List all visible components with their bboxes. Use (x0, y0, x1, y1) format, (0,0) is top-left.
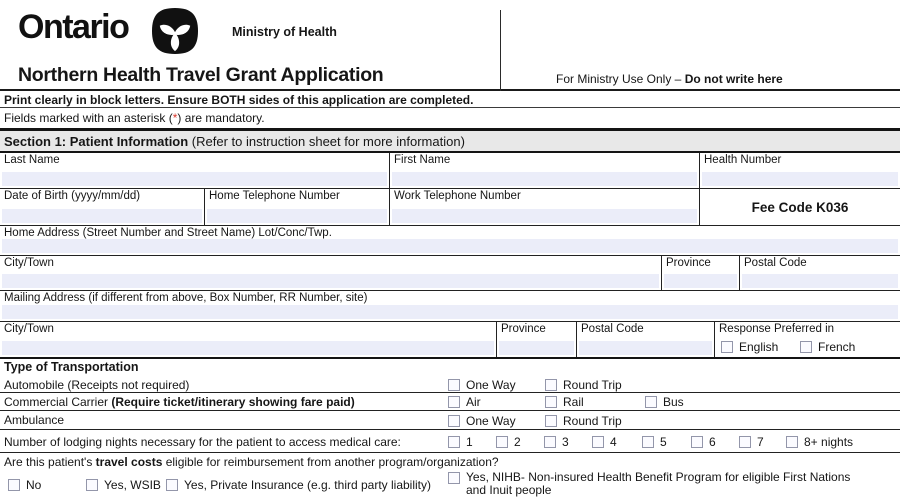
nights-4-checkbox-icon[interactable] (592, 436, 604, 448)
checkbox-yes-wsib[interactable] (86, 478, 161, 492)
dob-input[interactable] (2, 209, 202, 223)
nights-7-checkbox-icon[interactable] (739, 436, 751, 448)
checkbox-ambulance-one-way[interactable] (448, 414, 516, 428)
checkbox-nights-1[interactable] (448, 435, 473, 449)
checkbox-yes-private-insurance[interactable] (166, 478, 431, 492)
french-label: French (818, 340, 856, 354)
wsib-checkbox-icon[interactable] (86, 479, 98, 491)
form-title: Northern Health Travel Grant Application (18, 64, 384, 86)
checkbox-rail[interactable] (545, 395, 584, 409)
nights-1-checkbox-icon[interactable] (448, 436, 460, 448)
work-phone-field (390, 189, 700, 225)
home-address-field (0, 226, 900, 255)
nights-3-label: 3 (562, 435, 569, 449)
ontario-wordmark: Ontario (18, 8, 129, 46)
ministry-use-text: For Ministry Use Only – (556, 72, 685, 86)
nights-2-label: 2 (514, 435, 521, 449)
commercial-label-text: Commercial Carrier (4, 395, 112, 409)
ministry-name: Ministry of Health (232, 25, 337, 39)
question-bold: travel costs (95, 455, 163, 469)
bus-label: Bus (663, 395, 684, 409)
mailing-address-input[interactable] (2, 305, 898, 319)
form-header (0, 0, 900, 91)
lodging-row (0, 430, 900, 453)
mailing-city-town-field (0, 322, 497, 357)
home-phone-field (205, 189, 390, 225)
work-phone-input[interactable] (392, 209, 697, 223)
checkbox-bus[interactable] (645, 395, 684, 409)
automobile-round-trip-checkbox-icon[interactable] (545, 379, 557, 391)
mailing-city-town-label: City/Town (4, 323, 54, 335)
nihb-checkbox-icon[interactable] (448, 472, 460, 484)
work-phone-label: Work Telephone Number (394, 190, 521, 202)
nights-1-label: 1 (466, 435, 473, 449)
ontario-trillium-logo-icon (152, 8, 198, 54)
mailing-postal-code-input[interactable] (579, 341, 712, 355)
ambulance-label-text: Ambulance (4, 413, 65, 427)
rail-label: Rail (563, 395, 584, 409)
city-town-field (0, 256, 662, 290)
home-phone-label: Home Telephone Number (209, 190, 340, 202)
checkbox-french[interactable] (800, 340, 855, 354)
response-preferred-cell (715, 322, 900, 357)
postal-code-label: Postal Code (744, 257, 807, 269)
automobile-label-text: Automobile (Receipts not required) (4, 378, 190, 392)
air-label: Air (466, 395, 481, 409)
ambulance-label (4, 413, 64, 427)
no-checkbox-icon[interactable] (8, 479, 20, 491)
question-pre: Are this patient's (4, 455, 96, 469)
section1-title: Section 1: Patient Information (4, 134, 189, 149)
mailing-province-input[interactable] (499, 341, 574, 355)
automobile-one-way-label: One Way (466, 378, 516, 392)
mailing-city-town-input[interactable] (2, 341, 494, 355)
nights-8plus-label: 8+ nights (804, 435, 854, 449)
english-label: English (739, 340, 779, 354)
header-divider (500, 10, 501, 91)
response-preferred-label: Response Preferred in (719, 323, 835, 335)
lodging-label: Number of lodging nights necessary for the patient to access medical care: (4, 435, 401, 449)
reimbursement-options (0, 470, 900, 500)
nights-6-checkbox-icon[interactable] (691, 436, 703, 448)
ambulance-one-way-checkbox-icon[interactable] (448, 415, 460, 427)
last-name-label: Last Name (4, 154, 60, 166)
section1-subtitle: (Refer to instruction sheet for more information) (188, 134, 465, 149)
mailing-province-label: Province (501, 323, 546, 335)
automobile-label (4, 378, 189, 392)
mailing-postal-code-field (577, 322, 715, 357)
home-phone-input[interactable] (207, 209, 387, 223)
fee-code-cell (700, 189, 900, 225)
mailing-address-field (0, 291, 900, 321)
health-number-input[interactable] (702, 172, 898, 186)
question-post: eligible for reimbursement from another program/organization? (162, 455, 499, 469)
last-name-input[interactable] (2, 172, 387, 186)
english-checkbox-icon[interactable] (721, 341, 733, 353)
transportation-heading: Type of Transportation (4, 360, 139, 374)
checkbox-yes-nihb[interactable] (448, 471, 866, 497)
checkbox-ambulance-round-trip[interactable] (545, 414, 622, 428)
checkbox-no[interactable] (8, 478, 41, 492)
transport-row-automobile (0, 376, 900, 393)
checkbox-nights-8plus[interactable] (786, 435, 853, 449)
automobile-one-way-checkbox-icon[interactable] (448, 379, 460, 391)
province-label: Province (666, 257, 711, 269)
ambulance-round-trip-checkbox-icon[interactable] (545, 415, 557, 427)
row-home-address (0, 226, 900, 256)
checkbox-nights-2[interactable] (496, 435, 521, 449)
first-name-input[interactable] (392, 172, 697, 186)
checkbox-nights-3[interactable] (544, 435, 569, 449)
row-mailing-address (0, 291, 900, 322)
nights-7-label: 7 (757, 435, 764, 449)
first-name-label: First Name (394, 154, 451, 166)
nights-2-checkbox-icon[interactable] (496, 436, 508, 448)
commercial-carrier-label (4, 395, 355, 409)
transport-row-commercial (0, 393, 900, 411)
checkbox-english[interactable] (721, 340, 778, 354)
city-town-input[interactable] (2, 274, 659, 288)
mailing-postal-code-label: Postal Code (581, 323, 644, 335)
nights-4-label: 4 (610, 435, 617, 449)
private-insurance-checkbox-icon[interactable] (166, 479, 178, 491)
nights-5-checkbox-icon[interactable] (642, 436, 654, 448)
instruction-line-2 (0, 108, 900, 128)
nights-3-checkbox-icon[interactable] (544, 436, 556, 448)
nights-6-label: 6 (709, 435, 716, 449)
automobile-round-trip-label: Round Trip (563, 378, 622, 392)
rail-checkbox-icon[interactable] (545, 396, 557, 408)
commercial-label-bold: (Require ticket/itinerary showing fare paid) (111, 395, 355, 409)
wsib-label: Yes, WSIB (104, 478, 161, 492)
air-checkbox-icon[interactable] (448, 396, 460, 408)
bus-checkbox-icon[interactable] (645, 396, 657, 408)
mailing-address-label: Mailing Address (if different from above, Box Number, RR Number, site) (4, 292, 368, 304)
health-number-field (700, 153, 900, 188)
postal-code-input[interactable] (742, 274, 898, 288)
instruction-2-pre: Fields marked with an asterisk ( (4, 111, 173, 125)
checkbox-air[interactable] (448, 395, 481, 409)
province-input[interactable] (664, 274, 737, 288)
health-number-label: Health Number (704, 154, 782, 166)
instruction-2-post: ) are mandatory. (177, 111, 265, 125)
checkbox-nights-6[interactable] (691, 435, 716, 449)
last-name-field (0, 153, 390, 188)
no-label: No (26, 478, 42, 492)
ambulance-one-way-label: One Way (466, 414, 516, 428)
instruction-line-1: Print clearly in block letters. Ensure BOTH sides of this application are completed. (0, 91, 900, 108)
nights-5-label: 5 (660, 435, 667, 449)
mandatory-asterisk: * (172, 111, 178, 125)
dob-field (0, 189, 205, 225)
french-checkbox-icon[interactable] (800, 341, 812, 353)
ambulance-round-trip-label: Round Trip (563, 414, 622, 428)
dob-label: Date of Birth (yyyy/mm/dd) (4, 190, 141, 202)
checkbox-nights-5[interactable] (642, 435, 667, 449)
do-not-write-text: Do not write here (684, 72, 783, 86)
first-name-field (390, 153, 700, 188)
checkbox-nights-7[interactable] (739, 435, 764, 449)
province-field (662, 256, 740, 290)
private-insurance-label: Yes, Private Insurance (e.g. third party liability) (184, 478, 432, 492)
ministry-use-note (556, 72, 783, 86)
nights-8plus-checkbox-icon[interactable] (786, 436, 798, 448)
mailing-province-field (497, 322, 577, 357)
fee-code-label: Fee Code K036 (751, 199, 849, 215)
row-dob-phones (0, 189, 900, 226)
nihb-label: Yes, NIHB- Non-insured Health Benefit Program for eligible First Nations and Inuit people (466, 470, 851, 497)
section1-header (0, 128, 900, 153)
home-address-label: Home Address (Street Number and Street Name) Lot/Conc/Twp. (4, 227, 332, 239)
home-address-input[interactable] (2, 239, 898, 253)
row-city-2 (0, 322, 900, 359)
city-town-label: City/Town (4, 257, 54, 269)
postal-code-field (740, 256, 900, 290)
checkbox-automobile-one-way[interactable] (448, 378, 516, 392)
reimbursement-question (0, 453, 900, 470)
checkbox-nights-4[interactable] (592, 435, 617, 449)
row-city-1 (0, 256, 900, 291)
row-name (0, 153, 900, 189)
checkbox-automobile-round-trip[interactable] (545, 378, 622, 392)
transport-row-ambulance (0, 411, 900, 430)
